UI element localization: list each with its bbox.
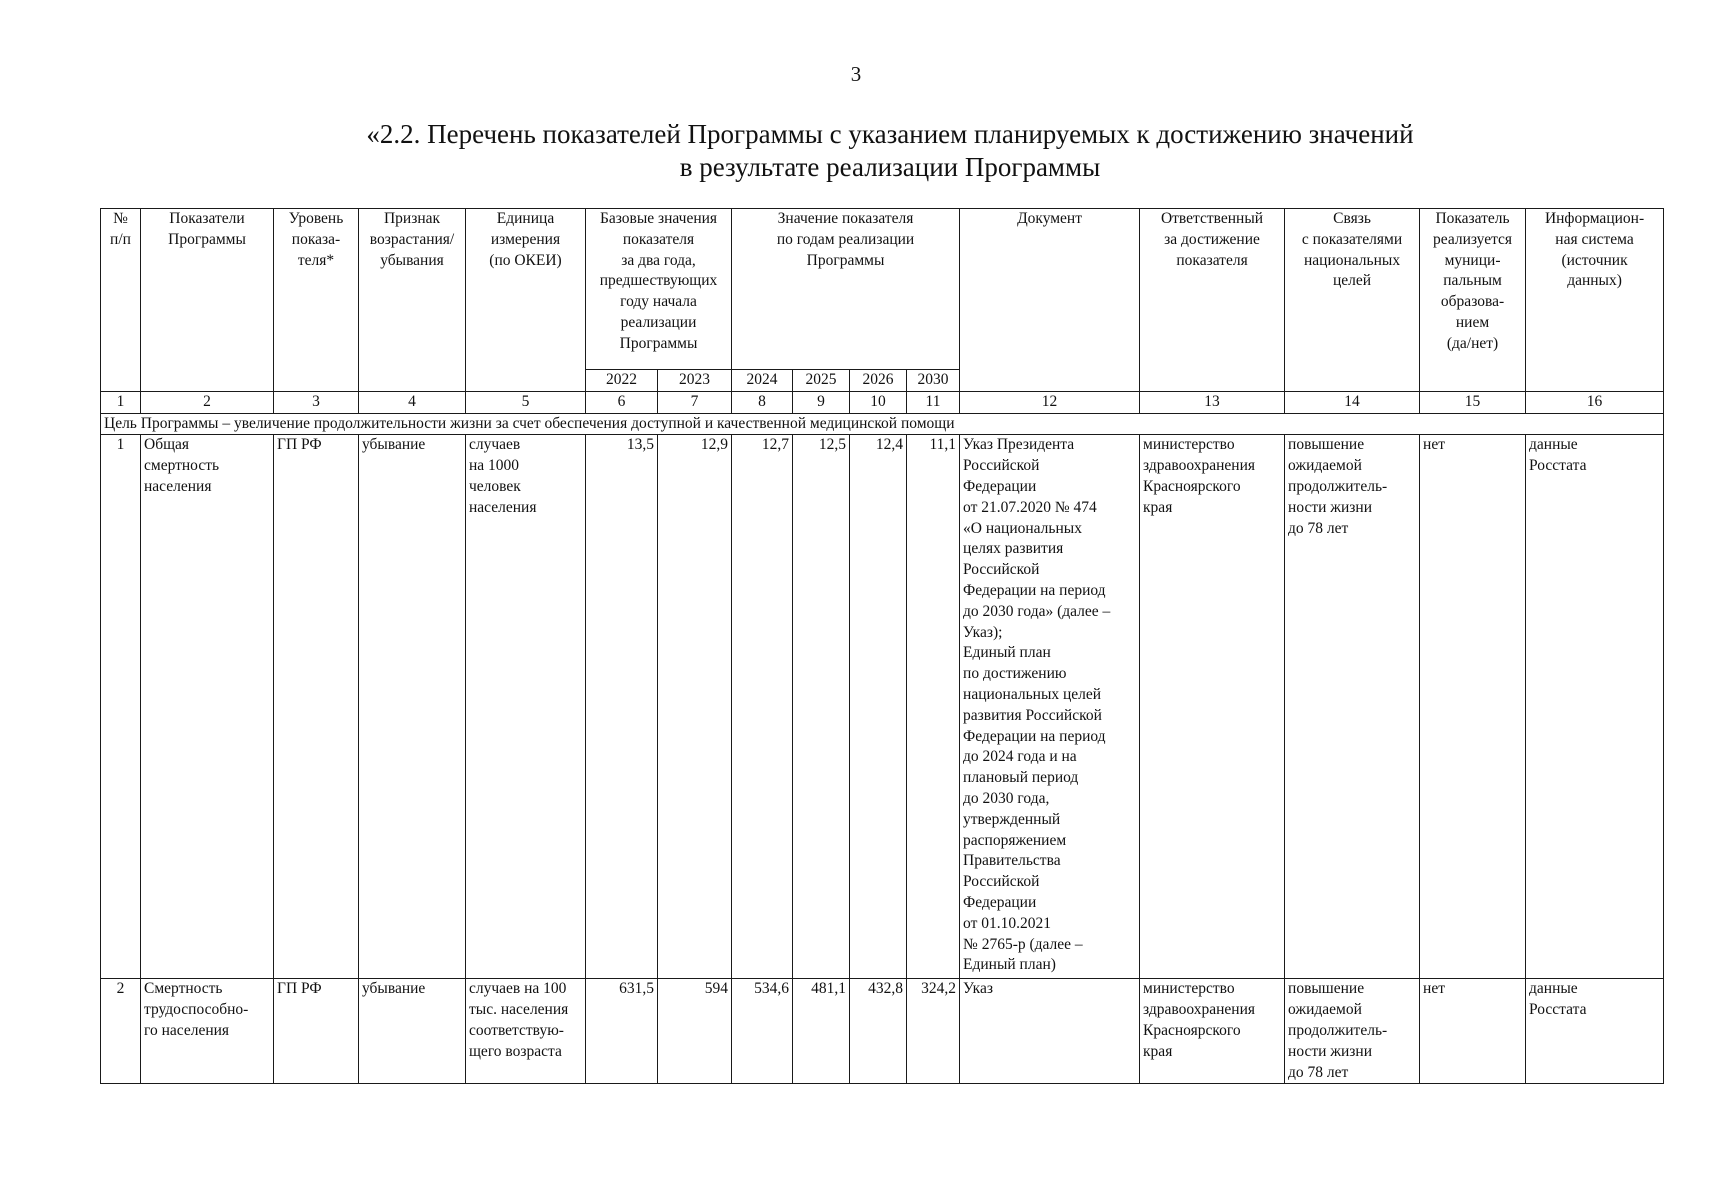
cell-document: Указ Президента Российской Федерации от 21.07.2020 № 474 «О национальных целях развития Российской Федерации на период до 2030 года» (далее – Указ); Единый план по достижению национальных целей развития Российской Федерации на период до 2024 года и на плановый период до 2030 года, утвержденный распоряжением Правительства Российской Федерации от 01.10.2021 № 2765-р (далее – Единый план) <box>960 435 1140 979</box>
header-document: Документ <box>960 209 1140 392</box>
cell-indicator: Общая смертность населения <box>141 435 274 979</box>
indicators-table <box>100 208 1664 1084</box>
page-number: 3 <box>850 62 862 86</box>
cell-value-2024: 534,6 <box>732 979 793 1084</box>
column-number: 12 <box>960 391 1140 413</box>
column-number: 6 <box>586 391 658 413</box>
header-year: 2024 <box>732 370 793 392</box>
cell-data-source: данные Росстата <box>1526 979 1664 1084</box>
cell-level: ГП РФ <box>274 435 359 979</box>
column-number: 16 <box>1526 391 1664 413</box>
header-year: 2025 <box>793 370 850 392</box>
cell-national-goals-link: повышение ожидаемой продолжитель- ности жизни до 78 лет <box>1285 435 1420 979</box>
column-number: 11 <box>907 391 960 413</box>
cell-value-2024: 12,7 <box>732 435 793 979</box>
header-num: № п/п <box>101 209 141 392</box>
column-number: 1 <box>101 391 141 413</box>
column-numbers-row <box>101 391 1664 413</box>
document-title-line-1: «2.2. Перечень показателей Программы с указанием планируемых к достижению значений <box>366 119 1414 149</box>
column-number: 2 <box>141 391 274 413</box>
cell-level: ГП РФ <box>274 979 359 1084</box>
header-municipal: Показатель реализуется муници- пальным образова- нием (да/нет) <box>1420 209 1526 392</box>
column-number: 8 <box>732 391 793 413</box>
cell-num: 2 <box>101 979 141 1084</box>
column-number: 9 <box>793 391 850 413</box>
program-goal-row <box>101 413 1664 435</box>
header-level: Уровень показа- теля* <box>274 209 359 392</box>
column-number: 3 <box>274 391 359 413</box>
header-year: 2026 <box>850 370 907 392</box>
cell-document: Указ <box>960 979 1140 1084</box>
document-title-line-2: в результате реализации Программы <box>679 152 1101 182</box>
column-number: 15 <box>1420 391 1526 413</box>
header-indicator: Показатели Программы <box>141 209 274 392</box>
cell-unit: случаев на 1000 человек населения <box>466 435 586 979</box>
header-responsible: Ответственный за достижение показателя <box>1140 209 1285 392</box>
cell-national-goals-link: повышение ожидаемой продолжитель- ности жизни до 78 лет <box>1285 979 1420 1084</box>
header-info-system: Информацион- ная система (источник данных) <box>1526 209 1664 392</box>
header-year: 2030 <box>907 370 960 392</box>
cell-value-2023: 12,9 <box>658 435 732 979</box>
cell-sign: убывание <box>359 979 466 1084</box>
cell-indicator: Смертность трудоспособно- го населения <box>141 979 274 1084</box>
cell-responsible: министерство здравоохранения Красноярского края <box>1140 435 1285 979</box>
header-year: 2022 <box>586 370 658 392</box>
cell-responsible: министерство здравоохранения Красноярского края <box>1140 979 1285 1084</box>
header-year: 2023 <box>658 370 732 392</box>
cell-value-2022: 13,5 <box>586 435 658 979</box>
header-national-goals-link: Связь с показателями национальных целей <box>1285 209 1420 392</box>
header-sign: Признак возрастания/ убывания <box>359 209 466 392</box>
cell-num: 1 <box>101 435 141 979</box>
cell-sign: убывание <box>359 435 466 979</box>
column-number: 7 <box>658 391 732 413</box>
cell-municipal: нет <box>1420 435 1526 979</box>
table-row <box>101 435 1664 979</box>
cell-value-2026: 12,4 <box>850 435 907 979</box>
header-unit: Единица измерения (по ОКЕИ) <box>466 209 586 392</box>
column-number: 5 <box>466 391 586 413</box>
program-goal: Цель Программы – увеличение продолжительности жизни за счет обеспечения доступной и качественной медицинской помощи <box>101 413 1664 435</box>
header-row <box>101 209 1664 370</box>
column-number: 13 <box>1140 391 1285 413</box>
cell-value-2025: 12,5 <box>793 435 850 979</box>
header-base-values: Базовые значения показателя за два года, предшествующих году начала реализации Программы <box>586 209 732 370</box>
cell-value-2026: 432,8 <box>850 979 907 1084</box>
header-values-by-years: Значение показателя по годам реализации Программы <box>732 209 960 370</box>
cell-value-2030: 11,1 <box>907 435 960 979</box>
column-number: 10 <box>850 391 907 413</box>
cell-data-source: данные Росстата <box>1526 435 1664 979</box>
cell-value-2022: 631,5 <box>586 979 658 1084</box>
cell-value-2030: 324,2 <box>907 979 960 1084</box>
table-row <box>101 979 1664 1084</box>
column-number: 4 <box>359 391 466 413</box>
column-number: 14 <box>1285 391 1420 413</box>
cell-unit: случаев на 100 тыс. населения соответствую- щего возраста <box>466 979 586 1084</box>
cell-value-2025: 481,1 <box>793 979 850 1084</box>
cell-municipal: нет <box>1420 979 1526 1084</box>
document-title <box>0 118 1712 184</box>
cell-value-2023: 594 <box>658 979 732 1084</box>
